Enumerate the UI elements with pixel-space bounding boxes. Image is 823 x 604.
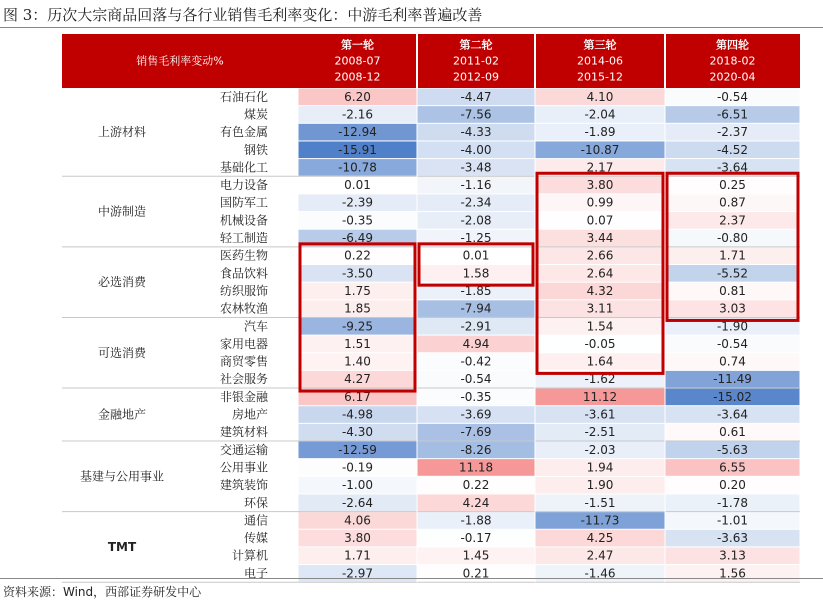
- cell-value: -3.63: [716, 531, 749, 546]
- industry-label: 石油石化: [219, 89, 268, 104]
- cell-value: -4.47: [460, 89, 492, 104]
- cell-value: -0.54: [460, 372, 492, 387]
- cell-value: -2.37: [716, 125, 749, 140]
- cell-value: 1.54: [586, 319, 614, 334]
- cell-value: 4.27: [344, 372, 371, 387]
- cell-value: -1.90: [716, 319, 749, 334]
- cell-value: 2.64: [586, 266, 614, 281]
- cell-value: 1.85: [344, 301, 371, 316]
- cell-value: -1.01: [716, 513, 749, 528]
- column-start: 2011-02: [453, 54, 499, 68]
- cell-value: -3.61: [584, 407, 616, 422]
- cell-value: -3.64: [716, 407, 749, 422]
- cell-value: 0.61: [719, 425, 746, 440]
- cell-value: -2.39: [341, 195, 374, 210]
- industry-label: 国防军工: [219, 195, 268, 210]
- cell-value: -0.54: [716, 89, 749, 104]
- cell-value: 0.21: [462, 566, 490, 581]
- figure-title: 图 3：历次大宗商品回落与各行业销售毛利率变化：中游毛利率普遍改善: [3, 6, 483, 24]
- industry-label: 建筑装饰: [219, 478, 268, 493]
- industry-label: 环保: [243, 495, 268, 510]
- cell-value: 1.94: [586, 460, 614, 475]
- cell-value: 0.01: [462, 248, 490, 263]
- cell-value: -1.51: [584, 495, 616, 510]
- cell-value: -9.25: [341, 319, 374, 334]
- column-start: 2018-02: [709, 54, 756, 68]
- column-end: 2015-12: [577, 70, 623, 84]
- industry-label: 社会服务: [219, 372, 268, 387]
- cell-value: -15.91: [338, 142, 377, 157]
- cell-value: 0.87: [719, 195, 746, 210]
- cell-value: -2.34: [460, 195, 492, 210]
- cell-value: -5.63: [716, 442, 749, 457]
- cell-value: -4.00: [460, 142, 492, 157]
- cell-value: 4.32: [586, 283, 614, 298]
- cell-value: 6.17: [344, 389, 371, 404]
- cell-value: -2.08: [460, 213, 492, 228]
- cell-value: -2.16: [341, 107, 374, 122]
- column-end: 2008-12: [334, 70, 381, 84]
- industry-label: 非银金融: [219, 389, 268, 404]
- cell-value: -0.17: [460, 531, 492, 546]
- cell-value: 4.10: [586, 89, 614, 104]
- cell-value: 6.20: [344, 89, 371, 104]
- cell-value: 0.81: [719, 283, 746, 298]
- group-label: 必选消费: [97, 275, 147, 290]
- industry-label: 传媒: [243, 531, 268, 546]
- industry-label: 建筑材料: [219, 425, 268, 440]
- cell-value: 4.25: [586, 531, 614, 546]
- cell-value: -12.94: [338, 125, 377, 140]
- cell-value: -4.33: [460, 125, 492, 140]
- cell-value: 2.47: [586, 548, 614, 563]
- cell-value: -0.05: [584, 336, 616, 351]
- column-start: 2014-06: [577, 54, 623, 68]
- industry-label: 房地产: [231, 407, 268, 422]
- column-name: 第四轮: [716, 38, 749, 52]
- column-name: 第一轮: [341, 38, 374, 52]
- source-note: 资料来源：Wind，西部证券研发中心: [3, 585, 202, 599]
- cell-value: 0.99: [586, 195, 614, 210]
- column-end: 2012-09: [453, 70, 499, 84]
- cell-value: 11.12: [582, 389, 618, 404]
- cell-value: -3.69: [460, 407, 492, 422]
- cell-value: -7.69: [460, 425, 492, 440]
- cell-value: 1.56: [719, 566, 746, 581]
- cell-value: 2.37: [719, 213, 746, 228]
- cell-value: -4.52: [716, 142, 749, 157]
- group-label: 金融地产: [97, 407, 147, 422]
- cell-value: -2.04: [584, 107, 616, 122]
- cell-value: 0.20: [719, 478, 746, 493]
- industry-label: 计算机: [231, 548, 268, 563]
- industry-label: 基础化工: [219, 160, 268, 175]
- group-label: 基建与公用事业: [79, 469, 165, 484]
- cell-value: 1.90: [586, 478, 614, 493]
- industry-label: 电力设备: [219, 178, 268, 193]
- cell-value: -0.54: [716, 336, 749, 351]
- corner-label: 销售毛利率变动%: [136, 54, 224, 68]
- group-label: TMT: [107, 539, 137, 554]
- cell-value: 0.22: [462, 478, 490, 493]
- cell-value: 6.55: [719, 460, 746, 475]
- cell-value: -2.03: [584, 442, 616, 457]
- cell-value: 1.75: [344, 283, 371, 298]
- cell-value: 2.17: [586, 160, 614, 175]
- cell-value: 3.80: [586, 178, 614, 193]
- industry-label: 煤炭: [243, 107, 268, 122]
- cell-value: -2.91: [460, 319, 492, 334]
- cell-value: -0.19: [341, 460, 374, 475]
- cell-value: -8.26: [460, 442, 492, 457]
- industry-label: 钢铁: [243, 142, 268, 157]
- industry-label: 食品饮料: [219, 266, 268, 281]
- cell-value: 1.71: [719, 248, 746, 263]
- cell-value: -10.78: [338, 160, 377, 175]
- cell-value: 4.94: [462, 336, 490, 351]
- bottom-rule: [0, 578, 823, 579]
- cell-value: -3.48: [460, 160, 492, 175]
- industry-label: 交通运输: [219, 442, 268, 457]
- industry-label: 医药生物: [219, 248, 268, 263]
- cell-value: -11.49: [713, 372, 752, 387]
- cell-value: 0.22: [344, 248, 371, 263]
- cell-value: 1.40: [344, 354, 371, 369]
- cell-value: 3.11: [586, 301, 614, 316]
- cell-value: 0.74: [719, 354, 746, 369]
- industry-label: 电子: [243, 566, 268, 581]
- cell-value: -2.51: [584, 425, 616, 440]
- industry-label: 有色金属: [219, 125, 268, 140]
- cell-value: -2.64: [341, 495, 374, 510]
- cell-value: -1.25: [460, 231, 492, 246]
- cell-value: -1.62: [584, 372, 616, 387]
- cell-value: -11.73: [580, 513, 620, 528]
- cell-value: -7.94: [460, 301, 492, 316]
- cell-value: 3.44: [586, 231, 614, 246]
- cell-value: 3.80: [344, 531, 371, 546]
- cell-value: -3.50: [341, 266, 374, 281]
- industry-label: 纺织服饰: [219, 283, 268, 298]
- cell-value: -1.88: [460, 513, 492, 528]
- cell-value: -1.00: [341, 478, 374, 493]
- column-start: 2008-07: [334, 54, 381, 68]
- industry-label: 公用事业: [219, 460, 268, 475]
- group-label: 中游制造: [97, 204, 147, 219]
- cell-value: 2.66: [586, 248, 614, 263]
- group-label: 上游材料: [97, 125, 147, 140]
- industry-label: 农林牧渔: [219, 301, 268, 316]
- cell-value: -4.30: [341, 425, 374, 440]
- industry-label: 通信: [243, 513, 268, 528]
- cell-value: 11.18: [458, 460, 494, 475]
- group-label: 可选消费: [97, 345, 147, 360]
- column-name: 第三轮: [583, 38, 617, 52]
- cell-value: 3.03: [719, 301, 746, 316]
- industry-label: 汽车: [243, 319, 268, 334]
- cell-value: -0.42: [460, 354, 492, 369]
- cell-value: -6.51: [716, 107, 749, 122]
- cell-value: 1.58: [462, 266, 490, 281]
- cell-value: 1.71: [344, 548, 371, 563]
- cell-value: -15.02: [713, 389, 752, 404]
- cell-value: -3.64: [716, 160, 749, 175]
- cell-value: -10.87: [580, 142, 620, 157]
- industry-label: 机械设备: [219, 213, 268, 228]
- industry-label: 家用电器: [219, 336, 268, 351]
- cell-value: -1.46: [584, 566, 616, 581]
- cell-value: -0.35: [460, 389, 492, 404]
- cell-value: -5.52: [716, 266, 749, 281]
- cell-value: 1.45: [462, 548, 490, 563]
- cell-value: -7.56: [460, 107, 492, 122]
- cell-value: -1.89: [584, 125, 616, 140]
- column-end: 2020-04: [709, 70, 756, 84]
- column-name: 第二轮: [459, 38, 493, 52]
- cell-value: 0.25: [719, 178, 746, 193]
- cell-value: -12.59: [338, 442, 377, 457]
- industry-label: 轻工制造: [219, 231, 268, 246]
- cell-value: -1.16: [460, 178, 492, 193]
- cell-value: -1.78: [716, 495, 749, 510]
- cell-value: 4.24: [462, 495, 490, 510]
- cell-value: 0.01: [344, 178, 371, 193]
- cell-value: 1.51: [344, 336, 371, 351]
- cell-value: 0.07: [586, 213, 614, 228]
- cell-value: -6.49: [341, 231, 374, 246]
- cell-value: 4.06: [344, 513, 371, 528]
- cell-value: -1.85: [460, 283, 492, 298]
- cell-value: -4.98: [341, 407, 374, 422]
- industry-label: 商贸零售: [219, 354, 268, 369]
- cell-value: -0.35: [341, 213, 374, 228]
- cell-value: -2.97: [341, 566, 374, 581]
- cell-value: -0.80: [716, 231, 749, 246]
- cell-value: 3.13: [719, 548, 746, 563]
- cell-value: 1.64: [586, 354, 614, 369]
